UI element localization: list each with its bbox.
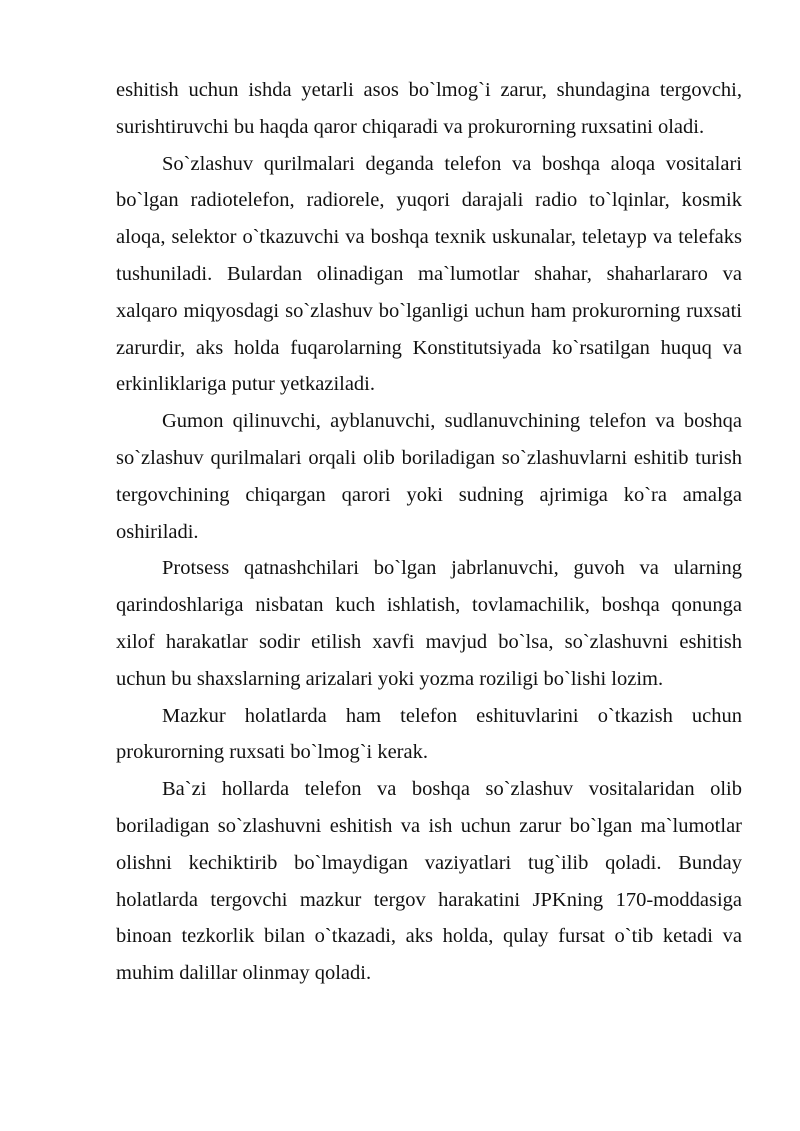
paragraph-5: Mazkur holatlarda ham telefon eshituvlarini o`tkazish uchun prokurorning ruxsati bo`lmog`i kerak. — [116, 704, 742, 764]
paragraph-6: Ba`zi hollarda telefon va boshqa so`zlashuv vositalaridan olib boriladigan so`zlashuvni eshitish va ish uchun zarur bo`lgan ma`lumotlar olishni kechiktirib bo`lmaydigan vaziyatlari tug`ilib qoladi. Bunday holatlarda tergovchi mazkur tergov harakatini JPKning 170-moddasiga binoan tezkorlik bilan o`tkazadi, aks holda, qulay fursat o`tib ketadi va muhim dalillar olinmay qoladi. — [116, 778, 742, 985]
paragraph-1: eshitish uchun ishda yetarli asos bo`lmog`i zarur, shundagina tergovchi, surishtiruvchi bu haqda qaror chiqaradi va prokurorning ruxsatini oladi. — [116, 79, 742, 138]
paragraph-3: Gumon qilinuvchi, ayblanuvchi, sudlanuvchining telefon va boshqa so`zlashuv qurilmalari orqali olib boriladigan so`zlashuvlarni eshitib turish tergovchining chiqargan qarori yoki sudning ajrimiga ko`ra amalga oshiriladi. — [116, 410, 742, 543]
paragraph-2: So`zlashuv qurilmalari deganda telefon va boshqa aloqa vositalari bo`lgan radiotelefon, radiorele, yuqori darajali radio to`lqinlar, kosmik aloqa, selektor o`tkazuvchi va boshqa texnik uskunalar, teletayp va telefaks tushuniladi. Bulardan olinadigan ma`lumotlar shahar, shaharlararo va xalqaro miqyosdagi so`zlashuv bo`lganligi uchun ham prokurorning ruxsati zarurdir, aks holda fuqarolarning Konstitutsiyada ko`rsatilgan huquq va erkinliklariga putur yetkaziladi. — [116, 152, 742, 396]
paragraph-4: Protsess qatnashchilari bo`lgan jabrlanuvchi, guvoh va ularning qarindoshlariga nisbatan kuch ishlatish, tovlamachilik, boshqa qonunga xilof harakatlar sodir etilish xavfi mavjud bo`lsa, so`zlashuvni eshitish uchun bu shaxslarning arizalari yoki yozma roziligi bo`lishi lozim. — [116, 557, 742, 690]
document-body — [116, 72, 742, 992]
